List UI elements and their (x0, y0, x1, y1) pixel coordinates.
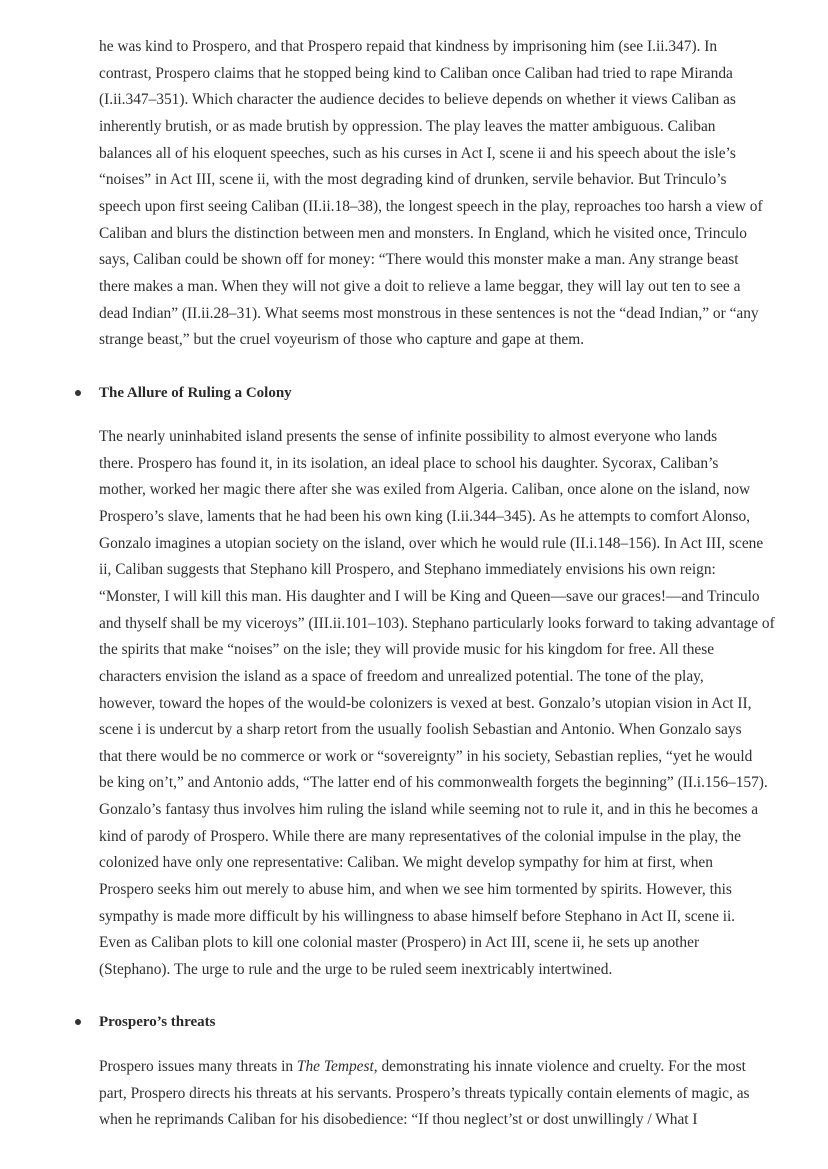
paragraph-line: sympathy is made more difficult by his willingness to abase himself before Stephano in Act II, scene ii. (99, 907, 736, 925)
paragraph-line: kind of parody of Prospero. While there are many representatives of the colonial impulse in the play, the (99, 827, 741, 845)
paragraph-line: however, toward the hopes of the would-be colonizers is vexed at best. Gonzalo’s utopian vision in Act II, (99, 694, 752, 712)
paragraph-line: Prospero’s slave, laments that he had been his own king (I.ii.344–345). As he attempts to comfort Alonso, (99, 507, 751, 525)
text-span: , demonstrating his innate violence and cruelty. For the most (373, 1058, 746, 1075)
paragraph-line (99, 1057, 746, 1077)
paragraph-line: Gonzalo imagines a utopian society on the island, over which he would rule (II.i.148–156). In Act III, scene (99, 534, 764, 552)
paragraph-line: there. Prospero has found it, in its isolation, an ideal place to school his daughter. Sycorax, Caliban’s (99, 454, 719, 472)
paragraph-line: be king on’t,” and Antonio adds, “The latter end of his commonwealth forgets the beginning” (II.i.156–157). (99, 774, 768, 792)
paragraph-line: scene i is undercut by a sharp retort from the usually foolish Sebastian and Antonio. When Gonzalo says (99, 721, 742, 739)
paragraph-line: when he reprimands Caliban for his disobedience: “If thou neglect’st or dost unwillingly / What I (99, 1111, 698, 1129)
paragraph-line: The nearly uninhabited island presents the sense of infinite possibility to almost everyone who lands (99, 428, 718, 445)
text-span: Prospero issues many threats in (99, 1058, 297, 1075)
work-title: The Tempest (296, 1058, 374, 1075)
paragraph-line: Gonzalo’s fantasy thus involves him ruling the island while seeming not to rule it, and in this he becomes a (99, 801, 759, 819)
paragraph-line: and thyself shall be my viceroys” (III.ii.101–103). Stephano particularly looks forward to taking advantage of (99, 614, 775, 632)
section-heading: The Allure of Ruling a Colony (99, 385, 292, 401)
paragraph-line: the spirits that make “noises” on the isle; they will provide music for his kingdom for free. All these (99, 641, 715, 659)
paragraph-line: characters envision the island as a space of freedom and unrealized potential. The tone of the play, (99, 667, 704, 685)
paragraph-line: “Monster, I will kill this man. His daughter and I will be King and Queen—save our graces!—and Trinculo (99, 587, 760, 605)
paragraph-line: “noises” in Act III, scene ii, with the most degrading kind of drunken, servile behavior. But Trinculo’s (99, 171, 727, 189)
bullet-icon (75, 1019, 81, 1025)
paragraph-line: colonized have only one representative: Caliban. We might develop sympathy for him at first, when (99, 854, 713, 872)
paragraph-line: part, Prospero directs his threats at his servants. Prospero’s threats typically contain elements of magic, as (99, 1084, 750, 1102)
paragraph-line: (Stephano). The urge to rule and the urge to be ruled seem inextricably intertwined. (99, 961, 613, 978)
paragraph-line: (I.ii.347–351). Which character the audience decides to believe depends on whether it views Caliban as (99, 91, 736, 109)
paragraph-line: says, Caliban could be shown off for money: “There would this monster make a man. Any strange beast (99, 251, 739, 269)
section-heading: Prospero’s threats (99, 1014, 216, 1030)
paragraph-line: ii, Caliban suggests that Stephano kill Prospero, and Stephano immediately envisions his own reign: (99, 561, 716, 579)
paragraph-line: there makes a man. When they will not give a doit to relieve a lame beggar, they will lay out ten to see a (99, 277, 741, 295)
bullet-icon (75, 390, 81, 396)
paragraph-line: Prospero seeks him out merely to abuse him, and when we see him tormented by spirits. However, this (99, 881, 732, 899)
paragraph-line: Even as Caliban plots to kill one colonial master (Prospero) in Act III, scene ii, he sets up another (99, 934, 700, 952)
paragraph-line: dead Indian” (II.ii.28–31). What seems most monstrous in these sentences is not the “dead Indian,” or “any (99, 304, 759, 322)
paragraph-line: mother, worked her magic there after she was exiled from Algeria. Caliban, once alone on the island, now (99, 481, 751, 499)
paragraph-line: that there would be no commerce or work or “sovereignty” in his society, Sebastian replies, “yet he would (99, 747, 753, 765)
paragraph-line: contrast, Prospero claims that he stopped being kind to Caliban once Caliban had tried to rape Miranda (99, 64, 733, 82)
paragraph-line: Caliban and blurs the distinction between men and monsters. In England, which he visited once, Trinculo (99, 224, 747, 242)
paragraph-line: he was kind to Prospero, and that Prospero repaid that kindness by imprisoning him (see I.ii.347). In (99, 38, 718, 55)
paragraph-line: inherently brutish, or as made brutish by oppression. The play leaves the matter ambiguous. Caliban (99, 117, 716, 135)
paragraph-line: balances all of his eloquent speeches, such as his curses in Act I, scene ii and his speech about the isle’s (99, 144, 736, 162)
paragraph-line: strange beast,” but the cruel voyeurism of those who capture and gape at them. (99, 331, 585, 349)
paragraph-line: speech upon first seeing Caliban (II.ii.18–38), the longest speech in the play, reproaches too harsh a view of (99, 197, 763, 215)
